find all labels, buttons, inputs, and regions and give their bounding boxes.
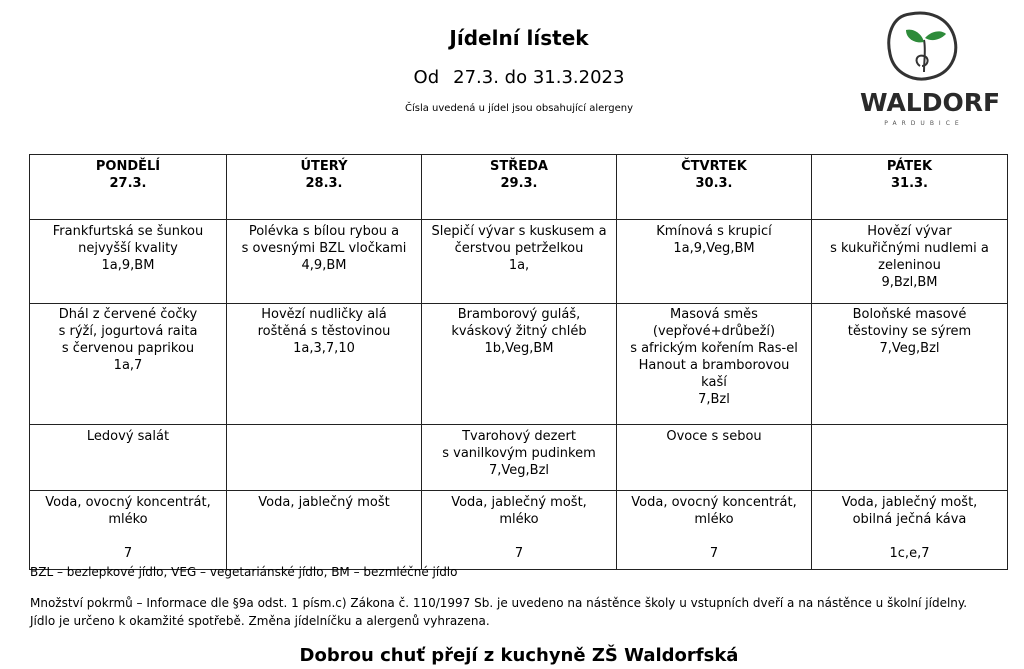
meal-line: s vanilkovým pudinkem [442,446,596,461]
day-header-cell [617,155,812,220]
day-header-cell [30,155,227,220]
drink-allergens: 1c,e,7 [889,546,930,561]
drink-cell [812,491,1008,570]
meal-cell [227,304,422,425]
meal-cell [422,425,617,491]
day-name: STŘEDA [490,159,548,174]
drink-cell [227,491,422,570]
drink-line: Voda, jablečný mošt, [841,495,978,510]
meal-cell [812,304,1008,425]
day-date: 29.3. [500,176,538,191]
meal-cell [30,304,227,425]
day-name: PONDĚLÍ [95,159,161,174]
meal-line: čerstvou petrželkou [454,241,584,256]
drink-line: Voda, ovocný koncentrát, [45,495,211,510]
meal-line: 9,Bzl,BM [881,275,938,290]
meal-cell [422,304,617,425]
drink-gap [231,511,417,528]
meal-line: (vepřové+drůbeží) [652,324,776,339]
footer-notice: Jídlo je určeno k okamžité spotřebě. Změna jídelníčku a alergenů vyhrazena. [30,614,490,628]
meal-line: s ovesnými BZL vločkami [241,241,407,256]
meal-line: Dhál z červené čočky [58,307,198,322]
meal-cell [227,220,422,304]
meal-line: 7,Veg,Bzl [488,463,550,478]
drink-cell [617,491,812,570]
drink-allergens: 7 [709,546,719,561]
meal-line: těstoviny se sýrem [847,324,972,339]
meal-line: s kukuřičnými nudlemi a [830,241,989,256]
drink-line: mléko [499,512,539,527]
meal-line: Kmínová s krupicí [656,224,772,239]
logo-brand: WALDORF [860,88,1001,117]
meal-line: 1a,9,Veg,BM [673,241,755,256]
menu-table [29,154,1008,570]
drink-line: Voda, jablečný mošt, [451,495,587,510]
day-header-cell [227,155,422,220]
day-header-row [30,155,1008,220]
day-name: ÚTERÝ [300,159,348,174]
drink-gap [426,528,612,545]
day-name: PÁTEK [886,159,933,174]
legend: BZL – bezlepkové jídlo, VEG – vegetariánské jídlo, BM – bezmléčné jídlo [30,565,458,579]
meal-line: roštěná s těstovinou [257,324,391,339]
footer-info: Množství pokrmů – Informace dle §9a odst. 1 písm.c) Zákona č. 110/1997 Sb. je uvedeno na nástěnce školy u vstupních dveří a na nástěnce u školní jídelny. [30,596,968,610]
drink-cell [30,491,227,570]
waldorf-logo [860,8,1001,127]
day-date: 30.3. [695,176,733,191]
meal-line: Polévka s bílou rybou a [248,224,400,239]
date-range-prefix: Od [413,67,440,88]
meal-line: 7,Bzl [698,392,730,407]
meal-line: Hovězí vývar [867,224,952,239]
meal-line: s africkým kořením Ras-el [630,341,798,356]
meal-line: kaší [701,375,727,390]
meal-line: 1a, [508,258,530,273]
meal-line: s červenou paprikou [61,341,195,356]
day-header-cell [812,155,1008,220]
day-name: ČTVRTEK [681,159,747,174]
page-title: Jídelní lístek [449,26,589,50]
drink-allergens: 7 [514,546,524,561]
allergen-note: Čísla uvedená u jídel jsou obsahující alergeny [404,103,633,114]
day-date: 31.3. [890,176,928,191]
menu-row-extra [30,425,1008,491]
day-date: 27.3. [109,176,147,191]
drink-gap [34,528,222,545]
meal-line: Tvarohový dezert [462,429,576,444]
day-date: 28.3. [305,176,343,191]
meal-line: s rýží, jogurtová raita [58,324,198,339]
meal-line: 7,Veg,Bzl [879,341,940,356]
meal-cell [30,220,227,304]
meal-line: Ledový salát [86,429,170,444]
drink-gap [621,528,807,545]
meal-line: 4,9,BM [301,258,347,273]
menu-row-soup [30,220,1008,304]
meal-cell [617,304,812,425]
menu-row-drinks [30,491,1008,570]
day-header-cell [422,155,617,220]
meal-line: Frankfurtská se šunkou [52,224,204,239]
logo-city: PARDUBICE [884,120,964,127]
drink-cell [422,491,617,570]
meal-cell [30,425,227,491]
meal-line: 1a,7 [113,358,143,373]
drink-line: obilná ječná káva [852,512,967,527]
meal-cell [812,425,1008,491]
meal-cell [617,425,812,491]
meal-line: Hovězí nudličky alá [261,307,387,322]
sprout-icon [880,8,964,84]
meal-line: Masová směs [670,307,758,322]
meal-line: Bramborový guláš, [457,307,581,322]
drink-line: mléko [108,512,148,527]
meal-line: nejvyšší kvality [78,241,178,256]
meal-line: Slepičí vývar s kuskusem a [431,224,607,239]
meal-line: 1a,3,7,10 [293,341,355,356]
meal-line: 1a,9,BM [101,258,155,273]
meal-cell [422,220,617,304]
drink-allergens: 7 [123,546,133,561]
meal-cell [227,425,422,491]
drink-line: Voda, jablečný mošt [258,495,390,510]
drink-gap [816,528,1003,545]
drink-line: mléko [694,512,734,527]
meal-line: Boloňské masové [852,307,967,322]
meal-line: 1b,Veg,BM [484,341,554,356]
farewell: Dobrou chuť přejí z kuchyně ZŠ Waldorfská [299,645,739,666]
meal-line: kváskový žitný chléb [451,324,587,339]
drink-line: Voda, ovocný koncentrát, [631,495,797,510]
meal-cell [617,220,812,304]
meal-line: zeleninou [878,258,941,273]
meal-cell [812,220,1008,304]
menu-row-main [30,304,1008,425]
meal-line: Hanout a bramborovou [638,358,790,373]
meal-line: Ovoce s sebou [666,429,762,444]
date-range-value: 27.3. do 31.3.2023 [453,67,625,88]
drink-gap [231,528,417,545]
